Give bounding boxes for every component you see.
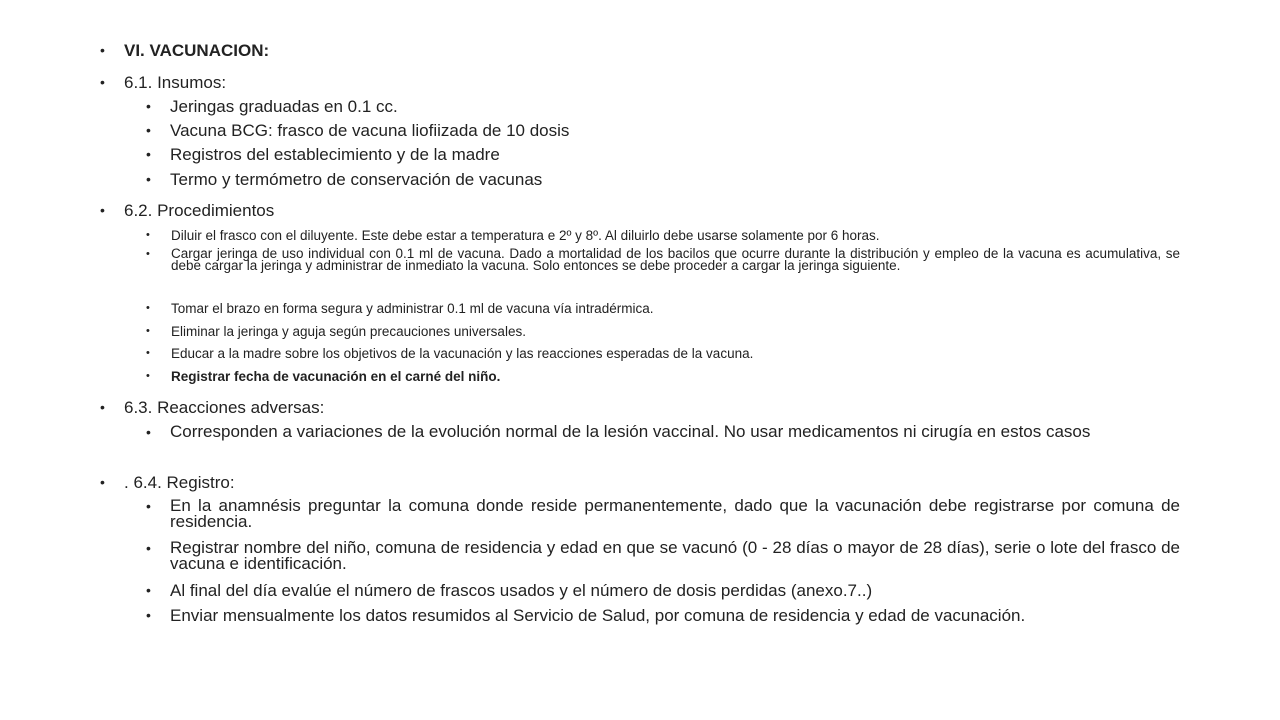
procedimientos-item [146, 370, 1180, 384]
bullet-icon: • [146, 582, 151, 598]
registro-item [146, 498, 1180, 531]
procedimientos-item [146, 302, 1180, 316]
bullet-icon: • [146, 302, 150, 314]
bullet-icon: • [100, 74, 105, 90]
registro-item [146, 540, 1180, 573]
bullet-icon: • [100, 474, 105, 490]
bullet-icon: • [146, 498, 151, 514]
bullet-icon: • [100, 202, 105, 218]
registro-item-text: Registrar nombre del niño, comuna de residencia y edad en que se vacunó (0 - 28 días o mayor de 28 días), serie o lote del frasco de vacuna e identificación. [170, 538, 1180, 574]
insumos-item-text: Termo y termómetro de conservación de vacunas [170, 170, 543, 189]
bullet-icon: • [146, 146, 151, 162]
registro-item-text: Al final del día evalúe el número de frascos usados y el número de dosis perdidas (anexo.7..) [170, 581, 873, 600]
reacciones-heading-item [100, 399, 1180, 416]
procedimientos-item-text: Eliminar la jeringa y aguja según precauciones universales. [171, 324, 526, 339]
procedimientos-item [146, 229, 1180, 243]
section-title: VI. VACUNACION: [124, 41, 270, 60]
procedimientos-item [146, 347, 1180, 361]
reacciones-item [146, 424, 1180, 440]
registro-item-text: Enviar mensualmente los datos resumidos al Servicio de Salud, por comuna de residencia y edad de vacunación. [170, 606, 1026, 625]
insumos-item [146, 146, 1180, 163]
insumos-item-text: Jeringas graduadas en 0.1 cc. [170, 97, 398, 116]
reacciones-heading: 6.3. Reacciones adversas: [124, 398, 325, 417]
bullet-icon: • [146, 98, 151, 114]
insumos-item [146, 122, 1180, 139]
registro-heading: . 6.4. Registro: [124, 473, 235, 492]
insumos-heading-item [100, 74, 1180, 91]
insumos-item [146, 98, 1180, 115]
procedimientos-item-text: Tomar el brazo en forma segura y administrar 0.1 ml de vacuna vía intradérmica. [171, 301, 654, 316]
reacciones-item-text: Corresponden a variaciones de la evolución normal de la lesión vaccinal. No usar medicamentos ni cirugía en estos casos [170, 422, 1091, 441]
bullet-icon: • [146, 248, 150, 260]
insumos-item-text: Vacuna BCG: frasco de vacuna liofiizada de 10 dosis [170, 121, 570, 140]
bullet-icon: • [146, 607, 151, 623]
bullet-icon: • [100, 42, 105, 58]
bullet-icon: • [146, 347, 150, 359]
bullet-icon: • [146, 424, 151, 440]
insumos-heading: 6.1. Insumos: [124, 73, 227, 92]
insumos-item [146, 171, 1180, 188]
bullet-icon: • [146, 325, 150, 337]
procedimientos-item [146, 325, 1180, 339]
insumos-item-text: Registros del establecimiento y de la madre [170, 145, 500, 164]
registro-item [146, 607, 1180, 624]
procedimientos-item [146, 248, 1180, 271]
procedimientos-item-text: Educar a la madre sobre los objetivos de la vacunación y las reacciones esperadas de la vacuna. [171, 346, 754, 361]
registro-heading-item [100, 474, 1180, 491]
bullet-icon: • [146, 370, 150, 382]
bullet-icon: • [146, 171, 151, 187]
procedimientos-item-text: Diluir el frasco con el diluyente. Este debe estar a temperatura e 2º y 8º. Al diluirlo debe usarse solamente por 6 horas. [171, 228, 880, 243]
bullet-icon: • [146, 229, 150, 241]
bullet-icon: • [146, 122, 151, 138]
registro-item [146, 582, 1180, 599]
bullet-icon: • [100, 399, 105, 415]
registro-item-text: En la anamnésis preguntar la comuna donde reside permanentemente, dado que la vacunación debe registrarse por comuna de residencia. [170, 496, 1180, 532]
section-title-item [100, 42, 1180, 59]
procedimientos-heading: 6.2. Procedimientos [124, 201, 275, 220]
procedimientos-item-text: Cargar jeringa de uso individual con 0.1 ml de vacuna. Dado a mortalidad de los bacilos que ocurre durante la distribución y empleo de la vacuna es acumulativa, se debe cargar la jeringa y administrar de inmediato la vacuna. Solo entonces se debe proceder a cargar la jeringa siguiente. [171, 246, 1180, 273]
bullet-icon: • [146, 540, 151, 556]
procedimientos-item-text: Registrar fecha de vacunación en el carné del niño. [171, 369, 501, 384]
procedimientos-heading-item [100, 202, 1180, 219]
